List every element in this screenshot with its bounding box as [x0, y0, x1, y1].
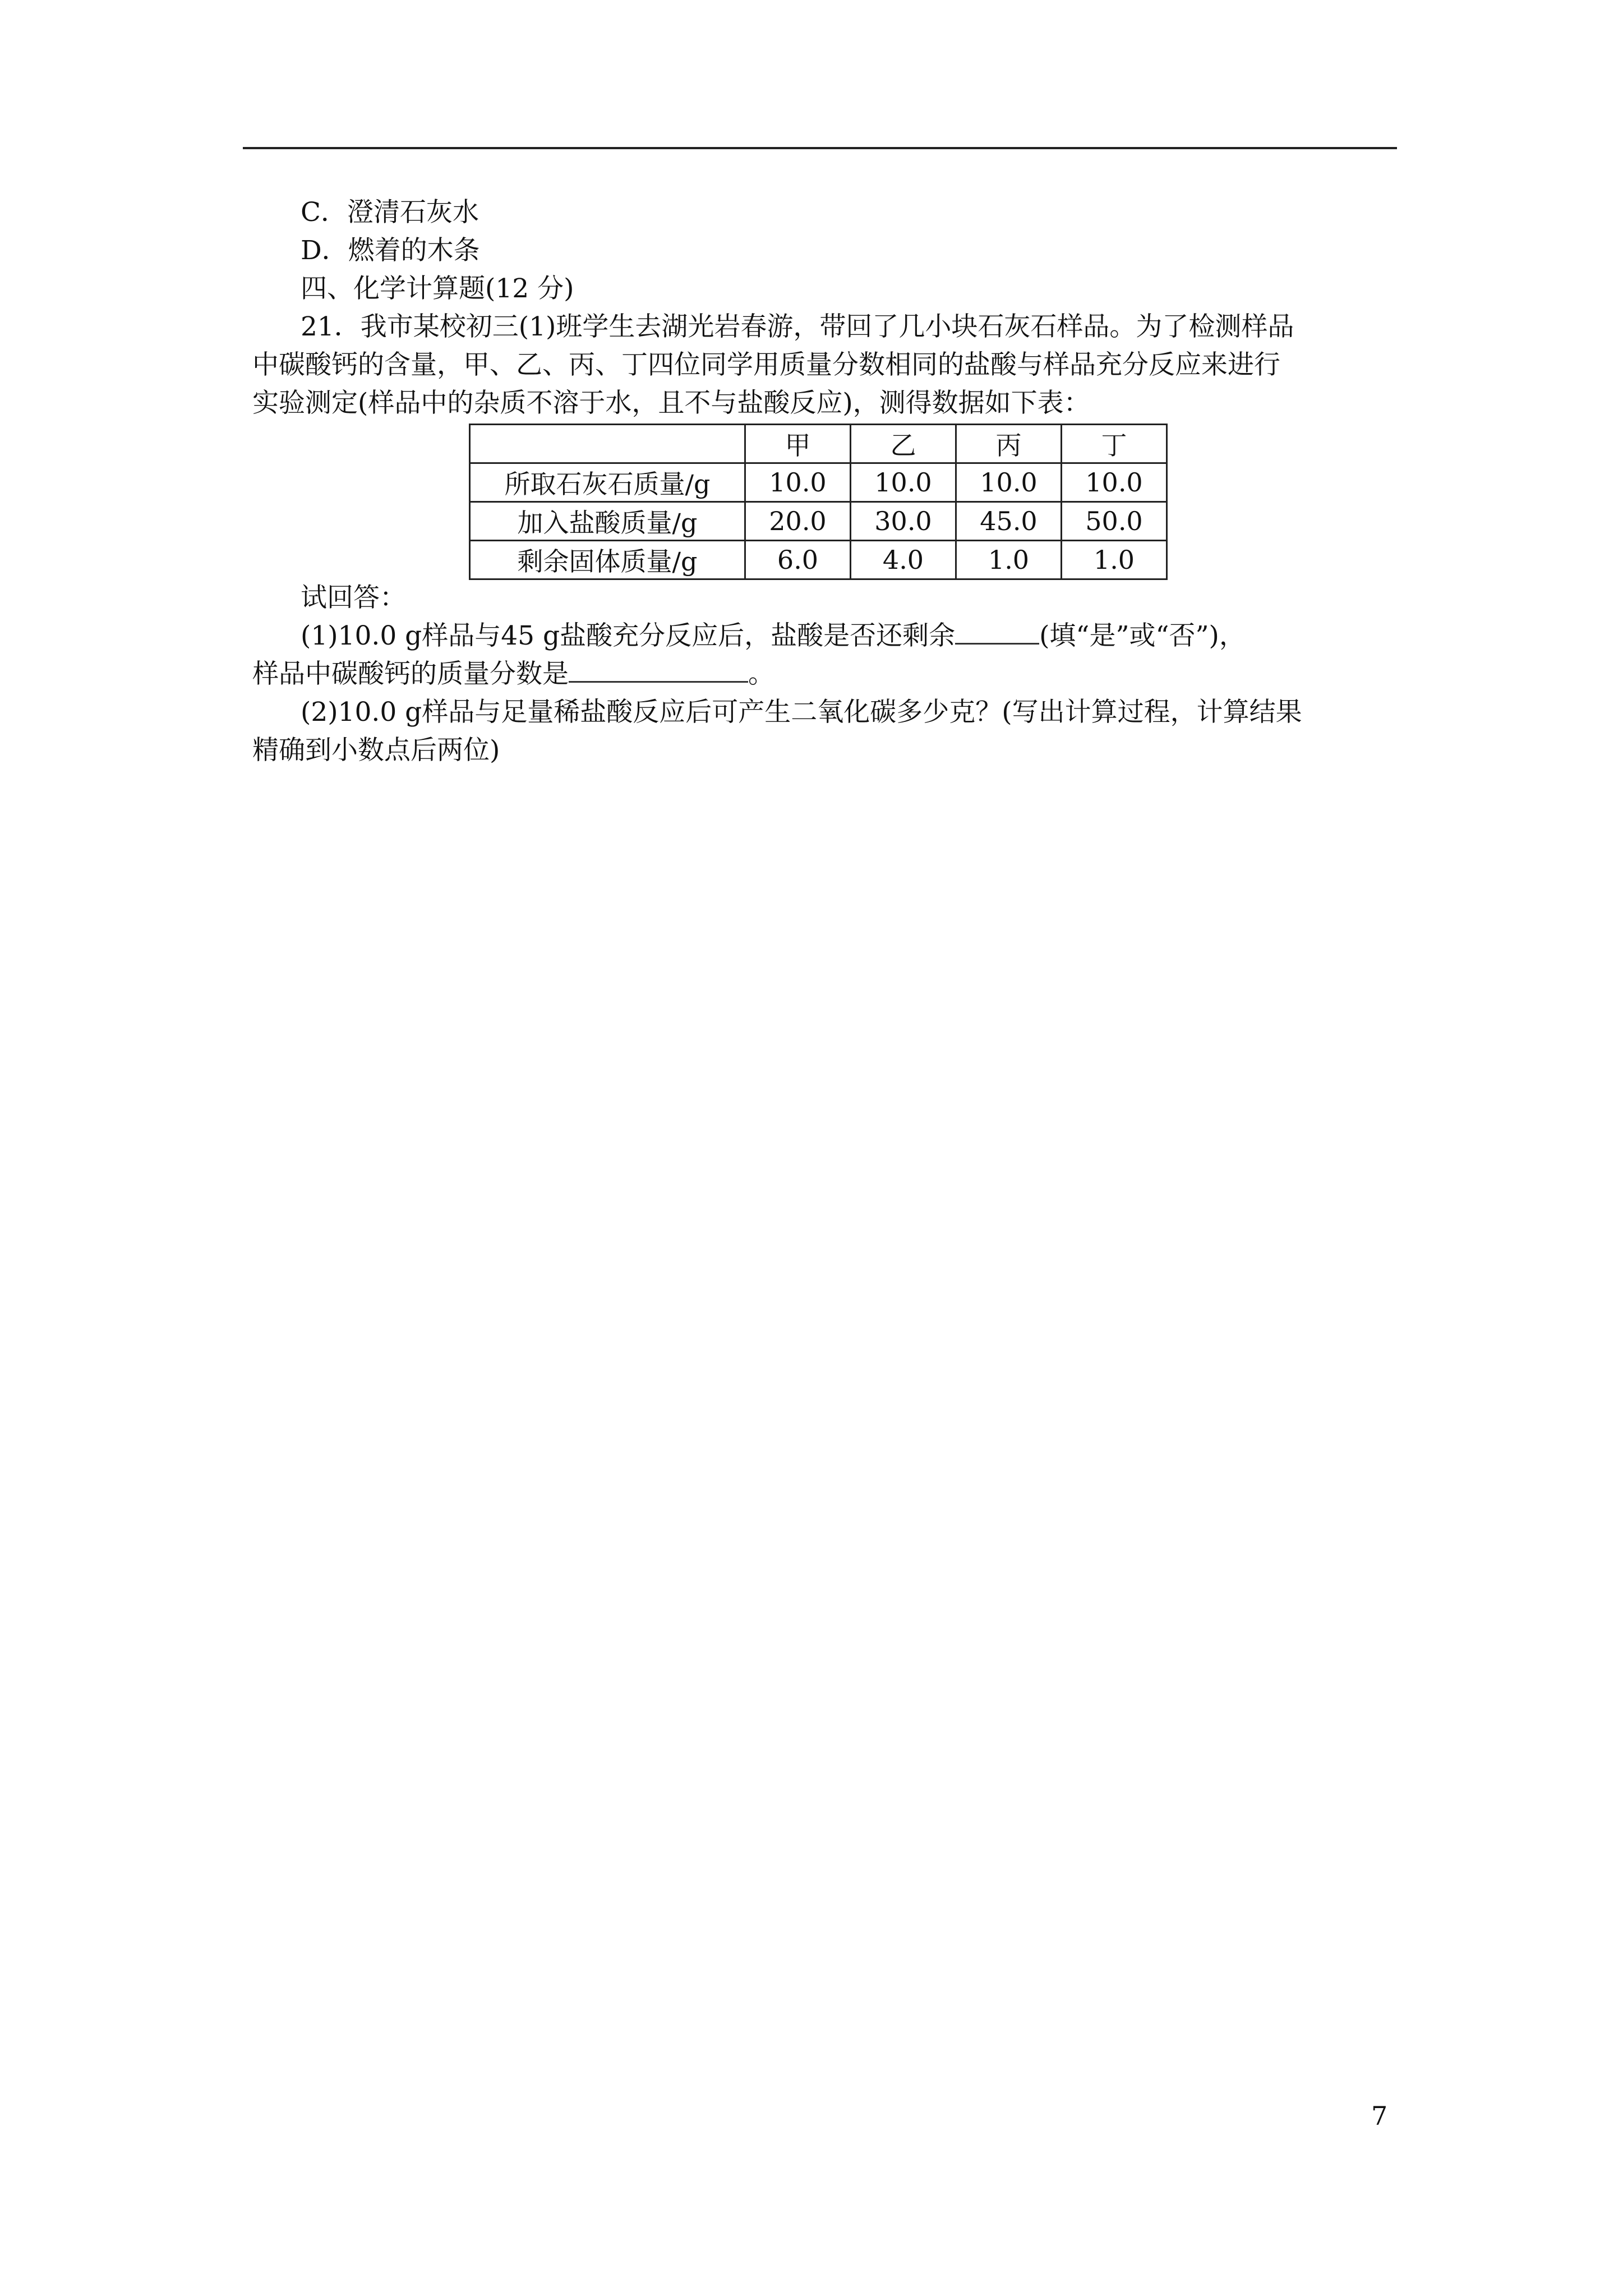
table-header-cell: 乙: [851, 425, 956, 463]
q21-line-2: 中碳酸钙的含量，甲、乙、丙、丁四位同学用质量分数相同的盐酸与样品充分反应来进行: [252, 349, 1280, 380]
table-row: [470, 463, 1167, 502]
table-cell: 30.0: [851, 502, 956, 541]
row-label: 所取石灰石质量/g: [470, 463, 745, 502]
answer-block: [252, 579, 1396, 770]
table-cell: 6.0: [745, 541, 851, 579]
answer-blank-remaining[interactable]: [955, 618, 1039, 645]
q1-line2-text: 样品中碳酸钙的质量分数是: [252, 659, 569, 689]
q1-text-a: (1)10.0 g样品与45 g盐酸充分反应后，盐酸是否还剩余: [301, 620, 956, 651]
row-label: 剩余固体质量/g: [470, 541, 745, 579]
q1-line-2: [252, 655, 1396, 693]
q2-line-1: (2)10.0 g样品与足量稀盐酸反应后可产生二氧化碳多少克？(写出计算过程，计算结果: [301, 697, 1302, 728]
table-cell: 1.0: [1062, 541, 1167, 579]
row-label: 加入盐酸质量/g: [470, 502, 745, 541]
table-header-cell: 丙: [956, 425, 1062, 463]
answer-prompt: 试回答：: [301, 582, 406, 613]
table-row: [470, 502, 1167, 541]
table-cell: 10.0: [1062, 463, 1167, 502]
table-cell: 10.0: [956, 463, 1062, 502]
table-header-row: [470, 425, 1167, 463]
page-number: 7: [1371, 2101, 1388, 2131]
table-cell: 20.0: [745, 502, 851, 541]
section-title: 四、化学计算题(12 分): [301, 273, 574, 304]
answer-blank-percentage[interactable]: [569, 656, 748, 683]
table-cell: 10.0: [745, 463, 851, 502]
option-c: C．澄清石灰水: [301, 197, 479, 228]
table-cell: 10.0: [851, 463, 956, 502]
question-text-block: [252, 194, 1396, 422]
experiment-data-table: [469, 424, 1168, 580]
q2-line-2: 精确到小数点后两位): [252, 735, 500, 766]
q1-text-b: (填“是”或“否”)，: [1039, 620, 1246, 651]
q21-line-3: 实验测定(样品中的杂质不溶于水，且不与盐酸反应)，测得数据如下表：: [252, 388, 1090, 418]
header-rule: [243, 147, 1397, 149]
table-header-cell: 丁: [1062, 425, 1167, 463]
q21-line-1: 21．我市某校初三(1)班学生去湖光岩春游，带回了几小块石灰石样品。为了检测样品: [301, 311, 1294, 342]
table-cell: 4.0: [851, 541, 956, 579]
table-header-cell: 甲: [745, 425, 851, 463]
table-cell: 50.0: [1062, 502, 1167, 541]
option-d: D．燃着的木条: [301, 235, 480, 266]
table-header-cell: [470, 425, 745, 463]
table-cell: 1.0: [956, 541, 1062, 579]
table-cell: 45.0: [956, 502, 1062, 541]
q1-line2-end: 。: [748, 659, 774, 689]
table-row: [470, 541, 1167, 579]
q1-line-1: [252, 617, 1396, 655]
